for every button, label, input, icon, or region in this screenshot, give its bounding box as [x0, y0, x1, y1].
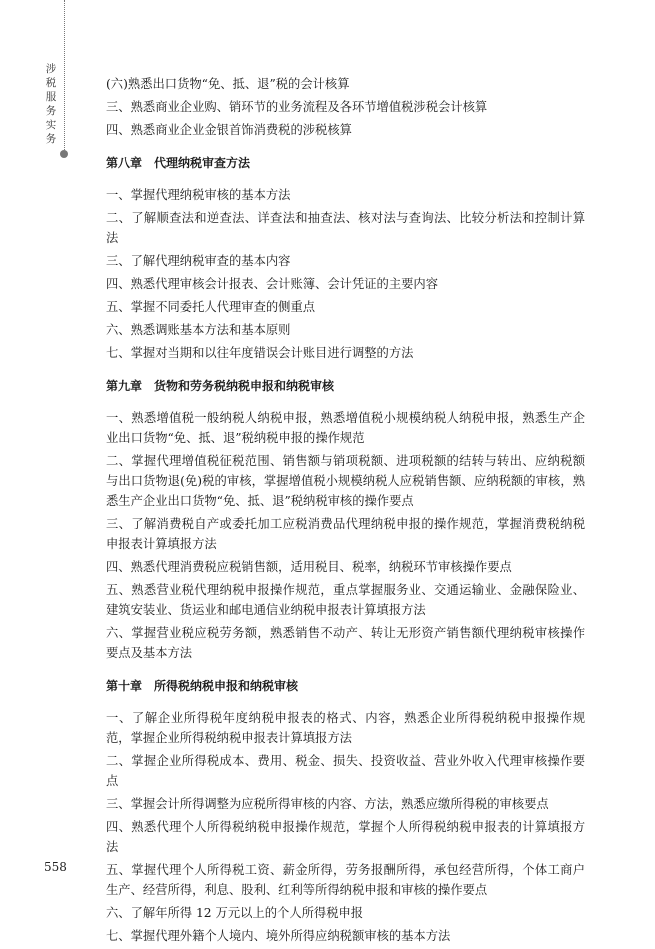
outline-item: 五、熟悉营业税代理纳税申报操作规范，重点掌握服务业、交通运输业、金融保险业、建筑安装业、货运业和邮电通信业纳税申报表计算填报方法	[106, 583, 585, 617]
outline-item: 二、了解顺查法和逆查法、详查法和抽查法、核对法与查询法、比较分析法和控制计算法	[106, 211, 585, 245]
outline-item: 一、了解企业所得税年度纳税申报表的格式、内容，熟悉企业所得税纳税申报操作规范，掌握企业所得税纳税申报表计算填报方法	[106, 711, 585, 745]
outline-item: 一、熟悉增值税一般纳税人纳税申报，熟悉增值税小规模纳税人纳税申报，熟悉生产企业出口货物“免、抵、退”税纳税申报的操作规范	[106, 411, 585, 445]
outline-item: 三、了解代理纳税审查的基本内容	[106, 254, 291, 268]
outline-item: 六、熟悉调账基本方法和基本原则	[106, 323, 291, 337]
outline-item: 六、掌握营业税应税劳务额，熟悉销售不动产、转让无形资产销售额代理纳税审核操作要点及基本方法	[106, 626, 585, 660]
outline-item: 七、掌握代理外籍个人境内、境外所得应纳税额审核的基本方法	[106, 929, 451, 943]
outline-item: 四、熟悉商业企业金银首饰消费税的涉税核算	[106, 123, 352, 137]
margin-bullet-dot	[60, 150, 68, 158]
running-header-book-title: 涉税服务实务	[45, 63, 57, 145]
outline-item: 三、熟悉商业企业购、销环节的业务流程及各环节增值税涉税会计核算	[106, 100, 488, 114]
outline-item: 四、熟悉代理消费税应税销售额，适用税目、税率，纳税环节审核操作要点	[106, 560, 512, 574]
page-body	[106, 74, 585, 949]
chapter-heading: 第十章 所得税纳税申报和纳税审核	[106, 679, 299, 693]
outline-item: 七、掌握对当期和以往年度错误会计账目进行调整的方法	[106, 346, 414, 360]
outline-item: 二、掌握代理增值税征税范围、销售额与销项税额、进项税额的结转与转出、应纳税额与出口货物退(免)税的审核，掌握增值税小规模纳税人应税销售额、应纳税额的审核，熟悉生产企业出口货物“免、抵、退”税纳税审核的操作要点	[106, 454, 585, 508]
page-number: 558	[44, 860, 67, 874]
chapter-heading: 第八章 代理纳税审查方法	[106, 156, 251, 170]
margin-dotted-rule	[64, 0, 65, 152]
outline-item: 五、掌握不同委托人代理审查的侧重点	[106, 300, 316, 314]
outline-item: 五、掌握代理个人所得税工资、薪金所得，劳务报酬所得，承包经营所得，个体工商户生产、经营所得，利息、股利、红利等所得纳税申报和审核的操作要点	[106, 863, 585, 897]
outline-item: 四、熟悉代理个人所得税纳税申报操作规范，掌握个人所得税纳税申报表的计算填报方法	[106, 820, 585, 854]
outline-item: (六)熟悉出口货物“免、抵、退”税的会计核算	[106, 77, 350, 91]
outline-item: 三、了解消费税自产或委托加工应税消费品代理纳税申报的操作规范，掌握消费税纳税申报表计算填报方法	[106, 517, 585, 551]
outline-item: 二、掌握企业所得税成本、费用、税金、损失、投资收益、营业外收入代理审核操作要点	[106, 754, 585, 788]
chapter-heading: 第九章 货物和劳务税纳税申报和纳税审核	[106, 379, 335, 393]
outline-item: 三、掌握会计所得调整为应税所得审核的内容、方法，熟悉应缴所得税的审核要点	[106, 797, 549, 811]
outline-item: 四、熟悉代理审核会计报表、会计账簿、会计凭证的主要内容	[106, 277, 439, 291]
outline-item: 一、掌握代理纳税审核的基本方法	[106, 188, 291, 202]
outline-item: 六、了解年所得 12 万元以上的个人所得税申报	[106, 906, 364, 920]
